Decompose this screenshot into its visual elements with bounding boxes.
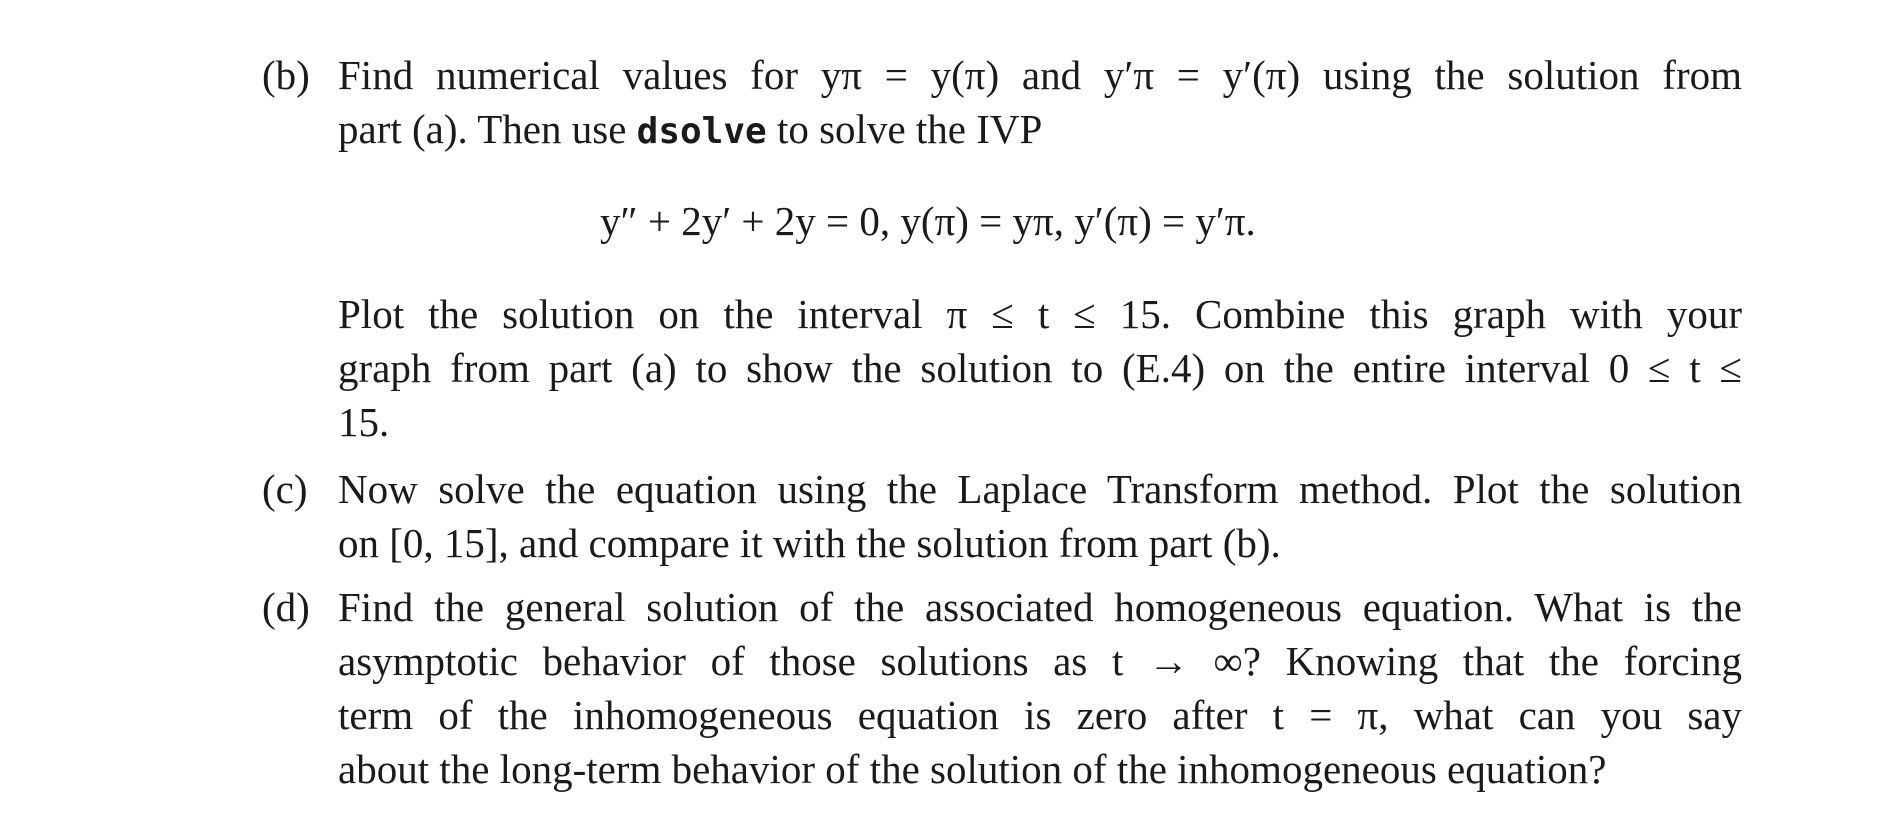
item-d-line-4: about the long-term behavior of the solution of the inhomogeneous equation? <box>338 746 1607 792</box>
display-equation: y″ + 2y′ + 2y = 0, y(π) = yπ, y′(π) = y′π. <box>600 198 1256 244</box>
item-b-line-2 <box>338 102 1742 159</box>
item-d-label: (d) <box>262 584 310 630</box>
item-b <box>262 48 1742 159</box>
dsolve-code: dsolve <box>636 111 767 152</box>
item-d-line-3: term of the inhomogeneous equation is zero after t = π, what can you say <box>338 692 1742 738</box>
item-c-body <box>338 462 1742 570</box>
item-b-p2-line-1: Plot the solution on the interval π ≤ t ≤ 15. Combine this graph with your <box>338 291 1742 337</box>
item-b-p2-line-3: 15. <box>338 399 390 445</box>
item-d <box>262 580 1742 796</box>
item-c-label: (c) <box>262 466 308 512</box>
item-b-line-1: Find numerical values for yπ = y(π) and y′π = y′(π) using the solution from <box>338 52 1742 98</box>
item-b-line-2-post: to solve the IVP <box>766 106 1043 152</box>
item-c <box>262 462 1742 570</box>
item-b-body <box>338 48 1742 159</box>
item-b-paragraph-2-body <box>338 287 1742 449</box>
item-c-line-2: on [0, 15], and compare it with the solution from part (b). <box>338 520 1281 566</box>
item-d-line-2: asymptotic behavior of those solutions as t → ∞? Knowing that the forcing <box>338 638 1742 684</box>
item-b-paragraph-2 <box>262 287 1742 449</box>
item-c-line-1: Now solve the equation using the Laplace Transform method. Plot the solution <box>338 466 1742 512</box>
item-d-body <box>338 580 1742 796</box>
item-b-p2-line-2: graph from part (a) to show the solution to (E.4) on the entire interval 0 ≤ t ≤ <box>338 345 1742 391</box>
item-b-line-2-pre: part (a). Then use <box>338 106 637 152</box>
item-b-label: (b) <box>262 52 310 98</box>
item-d-line-1: Find the general solution of the associated homogeneous equation. What is the <box>338 584 1742 630</box>
